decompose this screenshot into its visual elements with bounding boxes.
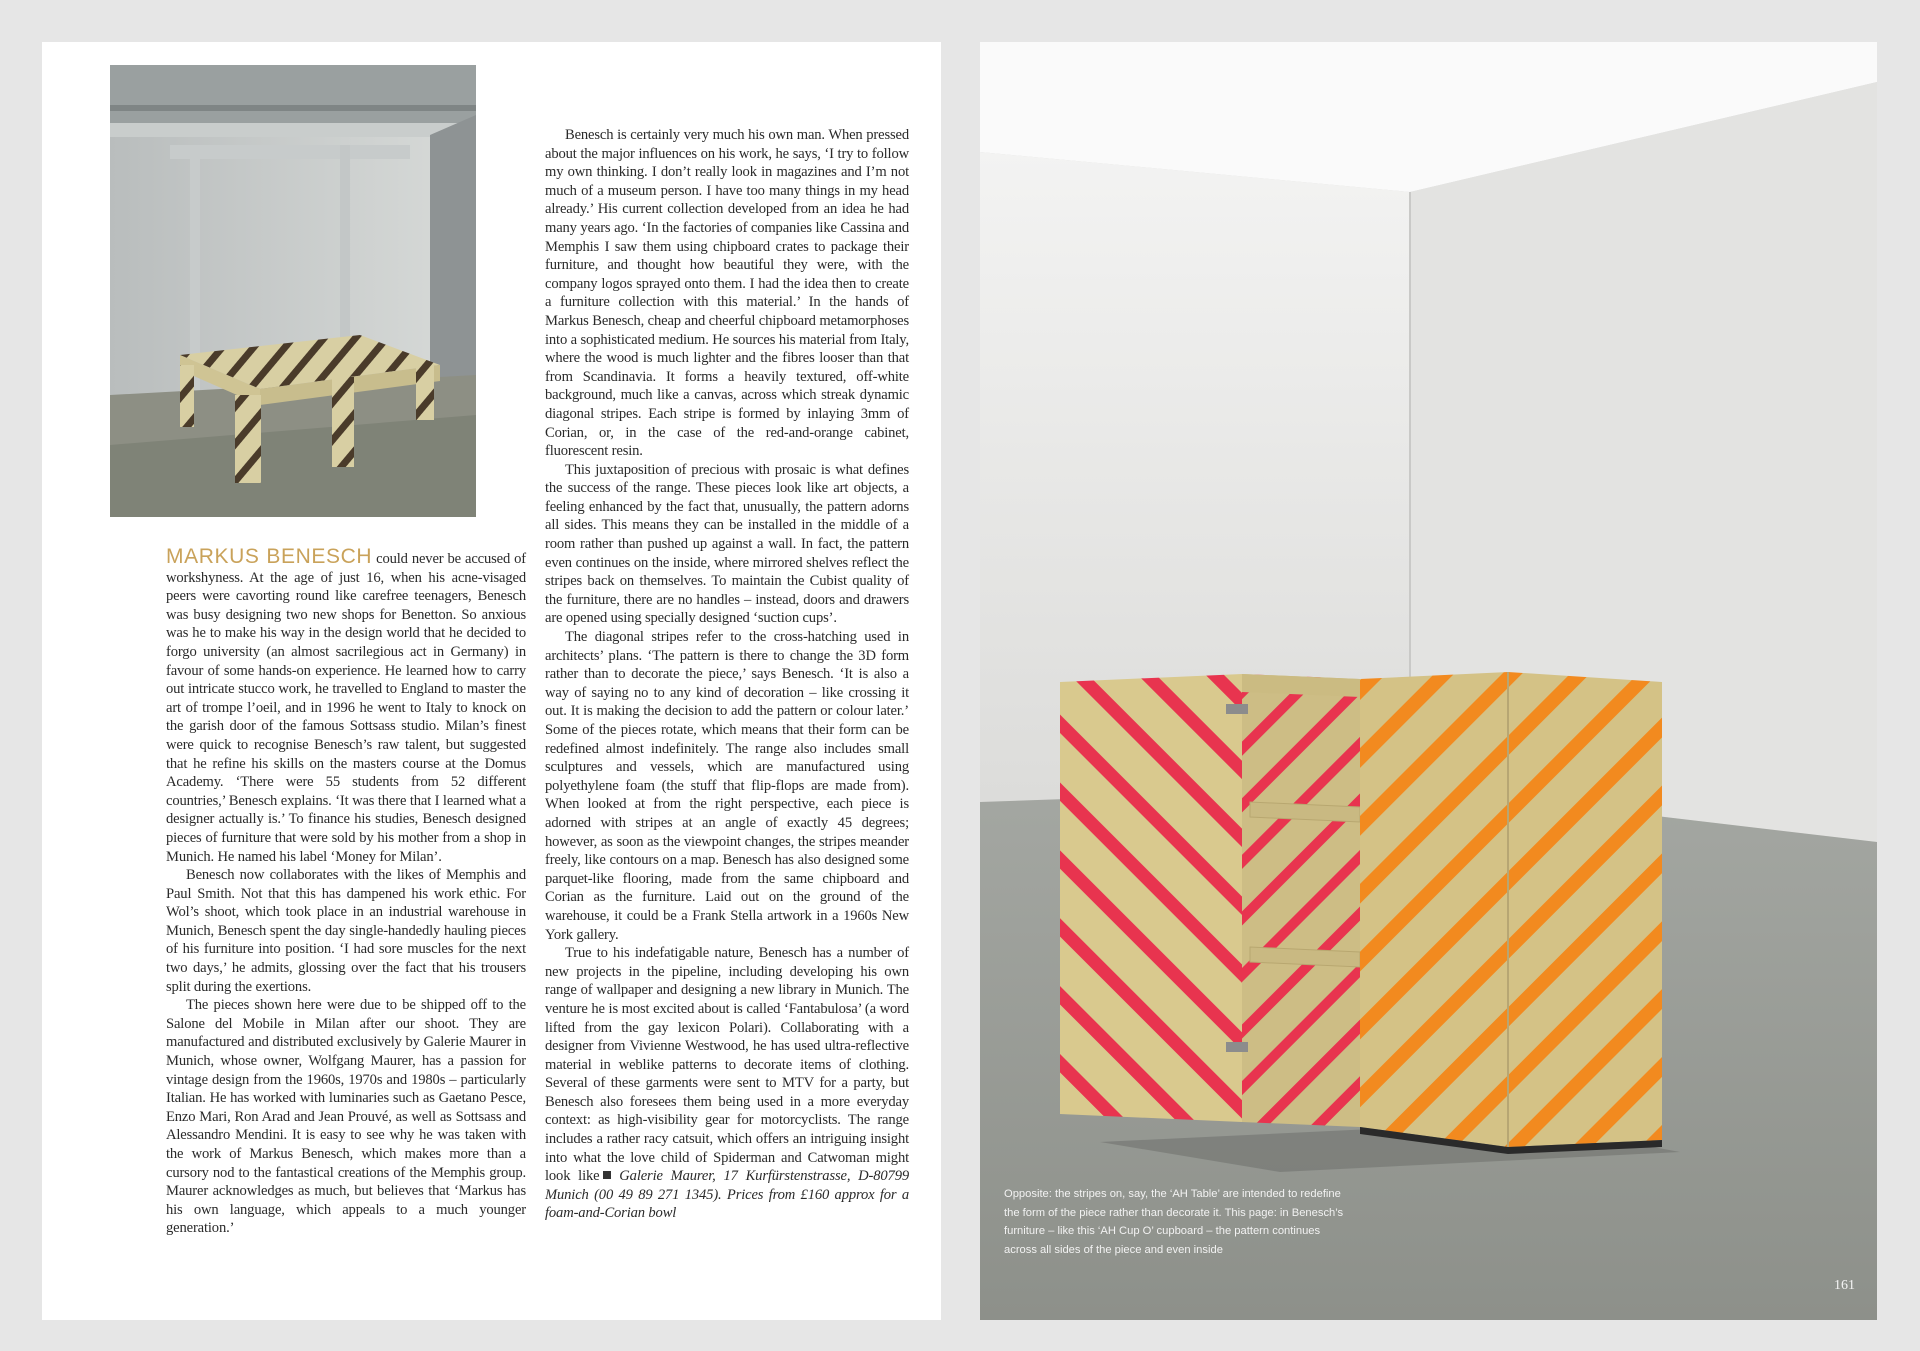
lead-name: MARKUS BENESCH <box>166 545 373 568</box>
gallery-credit: Galerie Maurer, 17 Kurfürstenstrasse, D-80799 Munich (00 49 89 271 1345). Prices from £160 approx for a foam-and-Corian bowl <box>545 1168 909 1222</box>
photo-caption: Opposite: the stripes on, say, the ‘AH Table’ are intended to redefine the form of the piece rather than decorate it. This page: in Benesch’s furniture – like this ‘AH Cup O’ cupboard – the pattern continues across all sides of the piece and even inside <box>1004 1188 1344 1256</box>
paragraph: This juxtaposition of precious with prosaic is what defines the success of the range. These pieces look like art objects, a feeling enhanced by the fact that, unusually, the pattern adorns all sides. This means they can be installed in the middle of a room rather than pushed up against a wall. In fact, the pattern even continues on the inside, where mirrored shelves reflect the stripes back on themselves. To maintain the Cubist quality of the furniture, there are no handles – instead, doors and drawers are opened using specially designed ‘suction cups’. <box>545 461 909 627</box>
text-column-left <box>166 545 526 1238</box>
paragraph: MARKUS BENESCH could never be accused of workshyness. At the age of just 16, when his acne-visaged peers were cavorting round like carefree teenagers, Benesch was busy designing two new shops for Benetton. So anxious was he to make his way in the design world that he decided to forgo university (an almost sacrilegious act in Germany) in favour of some hands-on experience. He learned how to carry out intricate stucco work, he travelled to England to master the art of trompe l’oeil, and in 1996 he went to Italy to knock on the garish door of the famous Sottsass studio. Milan’s finest were quick to recognise Benesch’s raw talent, but suggested that he refine his skills on the masters course at the Domus Academy. ‘There were 55 students from 52 different countries,’ Benesch explains. ‘It was there that I learned what a designer actually is.’ To finance his studies, Benesch designed pieces of furniture that were sold by his mother from a shop in Munich. He named his label ‘Money for Milan’. <box>166 545 526 865</box>
page-number: 161 <box>1834 1278 1855 1293</box>
paragraph: True to his indefatigable nature, Benesch has a number of new projects in the pipeline, including developing his own range of wallpaper and designing a new library in Munich. The venture he is most excited about is called ‘Fantabulosa’ (a word lifted from the gay lexicon Polari). Collaborating with a designer from Vivienne Westwood, he has used ultra-reflective material in weblike patterns to decorate items of clothing. Several of these garments were sent to MTV for a party, but Benesch also foresees them being used in a more everyday context: as high-visibility gear for motorcyclists. The range includes a rather racy catsuit, which offers an intriguing insight into what the love child of Spiderman and Catwoman might look like Galerie Maurer, 17 Kurfürstenstrasse, D-80799 Munich (00 49 89 271 1345). Prices from £160 approx for a foam-and-Corian bowl <box>545 945 909 1222</box>
paragraph: Benesch now collaborates with the likes of Memphis and Paul Smith. Not that this has dampened his work ethic. For Wol’s shoot, which took place in an industrial warehouse in Munich, Benesch spent the day single-handedly hauling pieces of his furniture into position. ‘I had sore muscles for the next two days,’ he admits, glossing over the fact that his trousers split during the exertions. <box>166 867 526 995</box>
table-photo <box>110 65 476 517</box>
paragraph: The pieces shown here were due to be shipped off to the Salone del Mobile in Milan after our shoot. They are manufactured and distributed exclusively by Galerie Maurer in Munich, whose owner, Wolfgang Maurer, has a passion for vintage design from the 1960s, 1970s and 1980s – particularly Italian. He has worked with luminaries such as Gaetano Pesce, Enzo Mari, Ron Arad and Jean Prouvé, as well as Sottsass and Alessandro Mendini. It is easy to see why he was taken with the work of Markus Benesch, which makes more than a cursory nod to the fantastical creations of the Memphis group. Maurer acknowledges as much, but believes that ‘Markus has his own language, which appeals to a much younger generation.’ <box>166 997 526 1237</box>
paragraph: Benesch is certainly very much his own man. When pressed about the major influences on his work, he says, ‘I try to follow my own thinking. I don’t really look in magazines and I’m not much of a museum person. I have too many things in my head already.’ His current collection developed from an idea he had many years ago. ‘In the factories of companies like Cassina and Memphis I saw them using chipboard crates to package their furniture, and thought how beautiful they were, with the company logos sprayed onto them. I had the idea then to create a furniture collection with this material.’ In the hands of Markus Benesch, cheap and cheerful chipboard metamorphoses into a sophisticated medium. He sources his material from Italy, where the wood is much lighter and the fibres looser than that from Scandinavia. It forms a heavily textured, off-white background, much like a canvas, across which streak dynamic diagonal stripes. Each stripe is formed by inlaying 3mm of Corian, or, in the case of the red-and-orange cabinet, fluorescent resin. <box>545 127 909 460</box>
end-mark-icon <box>603 1171 611 1179</box>
left-page <box>42 42 941 1320</box>
cabinet-photo <box>980 42 1877 1320</box>
right-page <box>980 42 1877 1320</box>
text-column-right <box>545 126 909 1223</box>
paragraph: The diagonal stripes refer to the cross-hatching used in architects’ plans. ‘The pattern is there to change the 3D form rather than to decorate the piece,’ says Benesch. ‘It is also a way of saying no to any kind of decoration – like crossing it out. It is making the decision to add the pattern or colour later.’ Some of the pieces rotate, which means that their form can be redefined almost indefinitely. The range also includes small sculptures and vessels, which are manufactured using polyethylene foam (the stuff that flip-flops are made from). When looked at from the right perspective, each piece is adorned with stripes at an angle of exactly 45 degrees; however, as soon as the viewpoint changes, the stripes meander freely, like contours on a map. Benesch has also designed some parquet-like flooring, made from the same chipboard and Corian as the furniture. Laid out on the ground of the warehouse, it could be a Frank Stella artwork in a 1960s New York gallery. <box>545 629 909 943</box>
